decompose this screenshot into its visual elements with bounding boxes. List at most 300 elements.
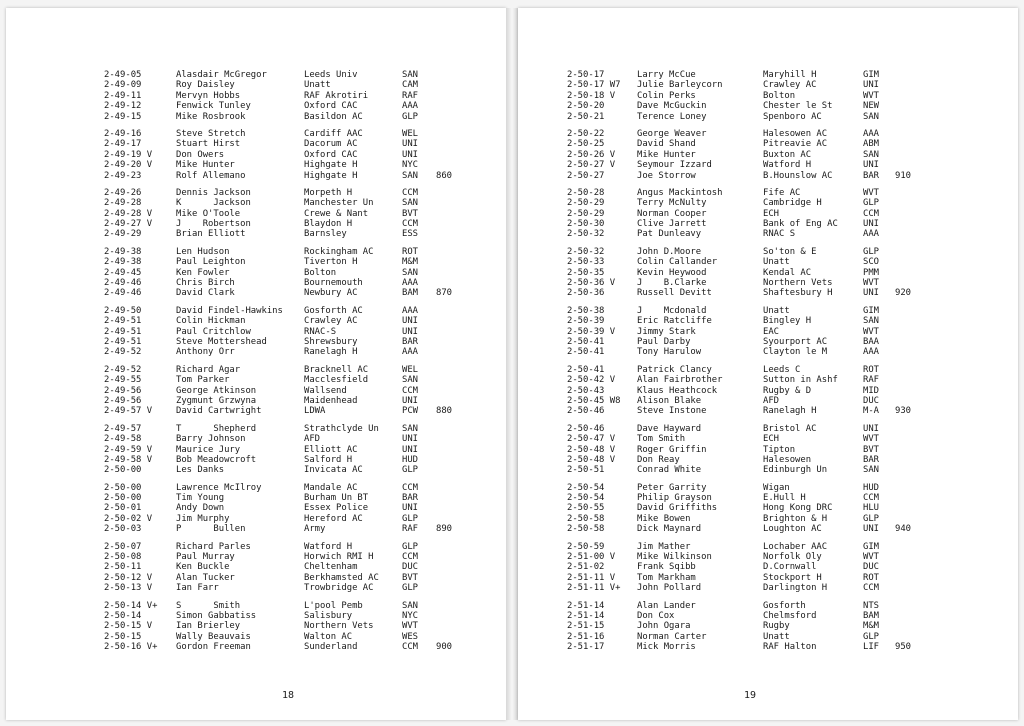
- team-code: M-A: [863, 406, 880, 417]
- team-code: WEL: [402, 128, 419, 139]
- club-name: Crawley AC: [304, 316, 358, 327]
- result-group: [6, 247, 506, 299]
- club-name: Unatt: [763, 631, 790, 642]
- team-code: SCO: [863, 257, 880, 268]
- result-row: [518, 445, 1018, 455]
- club-name: Essex Police: [304, 503, 369, 514]
- result-time: 2-49-59 V: [104, 444, 153, 455]
- result-row: [6, 257, 506, 267]
- runner-name: Steve Mottershead: [176, 336, 267, 347]
- runner-name: David Clark: [176, 288, 235, 299]
- team-code: DUC: [402, 562, 419, 573]
- team-code: AAA: [863, 347, 880, 358]
- result-row: [518, 112, 1018, 122]
- runner-name: Terence Loney: [637, 111, 707, 122]
- team-code: GLP: [402, 541, 419, 552]
- club-name: AFD: [763, 395, 780, 406]
- result-time: 2-49-27 V: [104, 219, 153, 230]
- runner-name: Jim Murphy: [176, 513, 230, 524]
- team-code: CCM: [863, 583, 880, 594]
- club-name: Pitreavie AC: [763, 139, 828, 150]
- club-name: Syourport AC: [763, 336, 828, 347]
- club-name: Oxford CAC: [304, 149, 358, 160]
- result-time: 2-49-28 V: [104, 208, 153, 219]
- page-right: [518, 8, 1018, 720]
- runner-name: Stuart Hirst: [176, 139, 241, 150]
- result-row: [6, 483, 506, 493]
- runner-name: J Robertson: [176, 219, 251, 230]
- runner-name: George Weaver: [637, 128, 707, 139]
- runner-name: David Griffiths: [637, 503, 718, 514]
- result-row: [6, 465, 506, 475]
- club-name: Lochaber AAC: [763, 541, 828, 552]
- club-name: Bournemouth: [304, 278, 363, 289]
- runner-name: Alasdair McGregor: [176, 70, 267, 80]
- result-row: [6, 70, 506, 80]
- team-code: HLU: [863, 503, 880, 514]
- team-code: SAN: [863, 111, 880, 122]
- club-name: Elliott AC: [304, 444, 358, 455]
- result-time: 2-50-38: [567, 305, 605, 316]
- club-name: Salford H: [304, 454, 353, 465]
- runner-name: Don Owers: [176, 149, 225, 160]
- result-row: [518, 171, 1018, 181]
- team-code: SAN: [863, 316, 880, 327]
- runner-name: Len Hudson: [176, 246, 230, 257]
- result-time: 2-50-20: [567, 101, 605, 112]
- club-name: Clayton le M: [763, 347, 828, 358]
- club-name: Stockport H: [763, 572, 822, 583]
- runner-name: Mervyn Hobbs: [176, 90, 241, 101]
- result-group: [518, 483, 1018, 535]
- team-code: AAA: [863, 229, 880, 240]
- result-time: 2-50-17 W7: [567, 80, 621, 91]
- club-name: So'ton & E: [763, 246, 817, 257]
- result-group: [6, 542, 506, 594]
- club-name: Basildon AC: [304, 111, 363, 122]
- result-row: [518, 611, 1018, 621]
- club-name: Cambridge H: [763, 198, 822, 209]
- result-time: 2-51-16: [567, 631, 605, 642]
- team-code: CAM: [402, 80, 419, 91]
- result-time: 2-50-46: [567, 423, 605, 434]
- runner-name: John Pollard: [637, 583, 702, 594]
- runner-name: Russell Devitt: [637, 288, 712, 299]
- result-time: 2-50-32: [567, 246, 605, 257]
- runner-name: Eric Ratcliffe: [637, 316, 712, 327]
- runner-name: Dave McGuckin: [637, 101, 707, 112]
- club-name: Rugby: [763, 621, 790, 632]
- team-code: WVT: [863, 326, 880, 337]
- page-number: 18: [282, 690, 295, 701]
- result-row: [518, 573, 1018, 583]
- club-name: Halesowen AC: [763, 128, 828, 139]
- runner-name: Conrad White: [637, 465, 702, 476]
- runner-name: Colin Hickman: [176, 316, 246, 327]
- result-group: [6, 188, 506, 240]
- club-name: Bank of Eng AC: [763, 219, 838, 230]
- result-time: 2-50-29: [567, 208, 605, 219]
- result-row: [6, 229, 506, 239]
- runner-name: Gordon Freeman: [176, 642, 251, 653]
- club-name: Rockingham AC: [304, 246, 374, 257]
- team-code: ROT: [402, 246, 419, 257]
- result-time: 2-49-57 V: [104, 406, 153, 417]
- club-name: E.Hull H: [763, 493, 806, 504]
- result-time: 2-50-47 V: [567, 434, 616, 445]
- club-name: Bolton: [304, 267, 337, 278]
- runner-name: Tim Young: [176, 493, 225, 504]
- result-time: 2-49-51: [104, 316, 142, 327]
- team-code: CCM: [402, 482, 419, 493]
- result-time: 2-50-41: [567, 347, 605, 358]
- club-name: Darlington H: [763, 583, 828, 594]
- club-name: Leeds Univ: [304, 70, 358, 80]
- team-code: CCM: [402, 187, 419, 198]
- result-time: 2-50-36: [567, 288, 605, 299]
- club-name: Strathclyde Un: [304, 423, 379, 434]
- team-code: UNI: [863, 423, 880, 434]
- team-code: SAN: [402, 70, 419, 80]
- result-time: 2-50-08: [104, 552, 142, 563]
- team-code: HUD: [402, 454, 419, 465]
- runner-name: Anthony Orr: [176, 347, 235, 358]
- result-row: [518, 483, 1018, 493]
- result-time: 2-49-23: [104, 170, 142, 181]
- result-time: 2-50-30: [567, 219, 605, 230]
- runner-name: Alan Lander: [637, 600, 696, 611]
- result-row: [518, 365, 1018, 375]
- runner-name: Maurice Jury: [176, 444, 241, 455]
- team-code: UNI: [402, 326, 419, 337]
- result-row: [518, 621, 1018, 631]
- team-code: GLP: [863, 513, 880, 524]
- result-time: 2-49-56: [104, 385, 142, 396]
- team-code: SAN: [402, 198, 419, 209]
- club-name: Mandale AC: [304, 482, 358, 493]
- result-row: [518, 198, 1018, 208]
- runner-name: Paul Leighton: [176, 257, 246, 268]
- team-code: NYC: [402, 610, 419, 621]
- result-row: [6, 219, 506, 229]
- result-time: 2-49-16: [104, 128, 142, 139]
- result-group: [518, 70, 1018, 122]
- result-row: [518, 268, 1018, 278]
- result-time: 2-49-57: [104, 423, 142, 434]
- runner-name: John D.Moore: [637, 246, 702, 257]
- result-time: 2-49-20 V: [104, 160, 153, 171]
- result-time: 2-50-15 V: [104, 621, 153, 632]
- club-name: Newbury AC: [304, 288, 358, 299]
- team-code: GLP: [863, 198, 880, 209]
- result-row: [6, 365, 506, 375]
- result-row: [518, 80, 1018, 90]
- club-name: Watford H: [763, 160, 812, 171]
- runner-name: Julie Barleycorn: [637, 80, 723, 91]
- club-name: Bristol AC: [763, 423, 817, 434]
- result-time: 2-50-33: [567, 257, 605, 268]
- result-row: [6, 139, 506, 149]
- club-name: Morpeth H: [304, 187, 353, 198]
- team-code: BAR: [863, 454, 880, 465]
- runner-name: Dick Maynard: [637, 524, 702, 535]
- club-name: L'pool Pemb: [304, 600, 363, 611]
- result-row: [518, 139, 1018, 149]
- position-marker: 940: [895, 524, 912, 535]
- result-row: [518, 160, 1018, 170]
- club-name: Bingley H: [763, 316, 812, 327]
- team-code: PMM: [863, 267, 880, 278]
- result-time: 2-49-28: [104, 198, 142, 209]
- club-name: Watford H: [304, 541, 353, 552]
- runner-name: Tony Harulow: [637, 347, 702, 358]
- runner-name: Rolf Allemano: [176, 170, 246, 181]
- runner-name: K Jackson: [176, 198, 251, 209]
- club-name: Dacorum AC: [304, 139, 358, 150]
- club-name: Gosforth AC: [304, 305, 363, 316]
- team-code: ROT: [863, 364, 880, 375]
- result-time: 2-50-58: [567, 524, 605, 535]
- result-row: [6, 583, 506, 593]
- result-row: [518, 465, 1018, 475]
- result-row: [518, 583, 1018, 593]
- result-time: 2-50-55: [567, 503, 605, 514]
- result-time: 2-50-41: [567, 364, 605, 375]
- team-code: ESS: [402, 229, 419, 240]
- runner-name: Larry McCue: [637, 70, 696, 80]
- club-name: LDWA: [304, 406, 326, 417]
- runner-name: Jim Mather: [637, 541, 691, 552]
- club-name: Highgate H: [304, 160, 358, 171]
- result-row: [518, 396, 1018, 406]
- runner-name: Richard Parles: [176, 541, 251, 552]
- club-name: Bolton: [763, 90, 796, 101]
- result-group: [518, 542, 1018, 594]
- runner-name: Roger Griffin: [637, 444, 707, 455]
- team-code: BAA: [863, 336, 880, 347]
- runner-name: Alan Tucker: [176, 572, 235, 583]
- runner-name: Peter Garrity: [637, 482, 707, 493]
- club-name: D.Cornwall: [763, 562, 817, 573]
- result-time: 2-49-52: [104, 364, 142, 375]
- team-code: CCM: [863, 493, 880, 504]
- result-time: 2-50-42 V: [567, 375, 616, 386]
- results-list: [518, 70, 1018, 660]
- result-row: [6, 347, 506, 357]
- club-name: Halesowen: [763, 454, 812, 465]
- result-time: 2-49-45: [104, 267, 142, 278]
- club-name: Northern Vets: [763, 278, 833, 289]
- result-row: [518, 375, 1018, 385]
- result-time: 2-51-11 V: [567, 572, 616, 583]
- results-list: [6, 70, 506, 660]
- result-group: [518, 424, 1018, 476]
- result-time: 2-50-54: [567, 482, 605, 493]
- result-time: 2-50-29: [567, 198, 605, 209]
- result-group: [6, 483, 506, 535]
- team-code: WVT: [863, 434, 880, 445]
- team-code: CCM: [402, 642, 419, 653]
- runner-name: J Mcdonald: [637, 305, 707, 316]
- runner-name: David Findel-Hawkins: [176, 305, 283, 316]
- result-row: [6, 514, 506, 524]
- runner-name: Ian Farr: [176, 583, 219, 594]
- result-row: [518, 229, 1018, 239]
- team-code: SAN: [402, 170, 419, 181]
- team-code: GLP: [402, 465, 419, 476]
- result-row: [6, 306, 506, 316]
- team-code: MID: [863, 385, 880, 396]
- result-row: [6, 406, 506, 416]
- club-name: B.Hounslow AC: [763, 170, 833, 181]
- runner-name: Richard Agar: [176, 364, 241, 375]
- result-time: 2-50-39: [567, 316, 605, 327]
- club-name: ECH: [763, 208, 780, 219]
- club-name: Gosforth: [763, 600, 806, 611]
- result-time: 2-50-32: [567, 229, 605, 240]
- club-name: Kendal AC: [763, 267, 812, 278]
- result-time: 2-51-14: [567, 600, 605, 611]
- result-row: [518, 247, 1018, 257]
- club-name: Edinburgh Un: [763, 465, 828, 476]
- result-row: [518, 129, 1018, 139]
- result-time: 2-50-01: [104, 503, 142, 514]
- runner-name: John Ogara: [637, 621, 691, 632]
- result-time: 2-50-26 V: [567, 149, 616, 160]
- club-name: Trowbridge AC: [304, 583, 374, 594]
- team-code: WVT: [863, 90, 880, 101]
- result-row: [518, 188, 1018, 198]
- result-row: [518, 306, 1018, 316]
- runner-name: Mike Hunter: [637, 149, 696, 160]
- runner-name: Don Reay: [637, 454, 680, 465]
- runner-name: S Smith: [176, 600, 241, 611]
- result-time: 2-51-11 V+: [567, 583, 621, 594]
- team-code: BAR: [402, 336, 419, 347]
- runner-name: Mike Rosbrook: [176, 111, 246, 122]
- result-row: [6, 503, 506, 513]
- position-marker: 870: [436, 288, 453, 299]
- runner-name: Norman Carter: [637, 631, 707, 642]
- club-name: RNAC-S: [304, 326, 337, 337]
- result-row: [6, 601, 506, 611]
- club-name: Chester le St: [763, 101, 833, 112]
- club-name: Bracknell AC: [304, 364, 369, 375]
- team-code: CCM: [402, 385, 419, 396]
- result-time: 2-49-51: [104, 326, 142, 337]
- club-name: Barnsley: [304, 229, 347, 240]
- result-row: [518, 542, 1018, 552]
- runner-name: Bob Meadowcroft: [176, 454, 257, 465]
- result-row: [518, 632, 1018, 642]
- result-time: 2-50-00: [104, 482, 142, 493]
- team-code: GLP: [402, 111, 419, 122]
- result-row: [518, 347, 1018, 357]
- team-code: CCM: [863, 208, 880, 219]
- runner-name: Alison Blake: [637, 395, 702, 406]
- team-code: AAA: [402, 347, 419, 358]
- result-row: [518, 91, 1018, 101]
- team-code: NEW: [863, 101, 880, 112]
- club-name: Wallsend: [304, 385, 347, 396]
- result-row: [518, 386, 1018, 396]
- result-time: 2-49-05: [104, 70, 142, 80]
- club-name: Rugby & D: [763, 385, 812, 396]
- club-name: Sutton in Ashf: [763, 375, 838, 386]
- result-row: [6, 337, 506, 347]
- result-time: 2-51-17: [567, 642, 605, 653]
- position-marker: 860: [436, 170, 453, 181]
- club-name: Sunderland: [304, 642, 358, 653]
- result-time: 2-49-17: [104, 139, 142, 150]
- result-row: [518, 288, 1018, 298]
- runner-name: Lawrence McIlroy: [176, 482, 262, 493]
- result-row: [518, 562, 1018, 572]
- team-code: UNI: [863, 160, 880, 171]
- position-marker: 920: [895, 288, 912, 299]
- club-name: Brighton & H: [763, 513, 828, 524]
- runner-name: P Bullen: [176, 524, 246, 535]
- runner-name: Mike Wilkinson: [637, 552, 712, 563]
- club-name: EAC: [763, 326, 780, 337]
- team-code: BAM: [863, 610, 880, 621]
- result-row: [6, 493, 506, 503]
- result-row: [518, 434, 1018, 444]
- result-row: [518, 601, 1018, 611]
- team-code: SAN: [863, 465, 880, 476]
- result-time: 2-50-03: [104, 524, 142, 535]
- club-name: Tiverton H: [304, 257, 358, 268]
- result-row: [518, 101, 1018, 111]
- club-name: Macclesfield: [304, 375, 369, 386]
- result-time: 2-50-51: [567, 465, 605, 476]
- result-group: [518, 365, 1018, 417]
- result-group: [518, 247, 1018, 299]
- result-row: [6, 455, 506, 465]
- club-name: Fife AC: [763, 187, 801, 198]
- team-code: UNI: [402, 395, 419, 406]
- team-code: BAM: [402, 288, 419, 299]
- result-time: 2-49-58: [104, 434, 142, 445]
- result-row: [6, 552, 506, 562]
- result-time: 2-50-07: [104, 541, 142, 552]
- club-name: Salisbury: [304, 610, 353, 621]
- result-time: 2-49-38: [104, 257, 142, 268]
- club-name: RAF Akrotiri: [304, 90, 369, 101]
- result-row: [6, 171, 506, 181]
- team-code: AAA: [402, 305, 419, 316]
- runner-name: Kevin Heywood: [637, 267, 707, 278]
- team-code: CCM: [402, 552, 419, 563]
- result-row: [6, 198, 506, 208]
- result-row: [6, 112, 506, 122]
- result-row: [6, 316, 506, 326]
- result-time: 2-49-29: [104, 229, 142, 240]
- result-time: 2-50-43: [567, 385, 605, 396]
- runner-name: T Shepherd: [176, 423, 257, 434]
- team-code: ABM: [863, 139, 880, 150]
- team-code: AAA: [402, 101, 419, 112]
- team-code: UNI: [863, 288, 880, 299]
- runner-name: Jimmy Stark: [637, 326, 696, 337]
- result-time: 2-50-39 V: [567, 326, 616, 337]
- result-row: [6, 542, 506, 552]
- team-code: WVT: [863, 278, 880, 289]
- result-row: [6, 160, 506, 170]
- result-row: [6, 188, 506, 198]
- result-time: 2-49-11: [104, 90, 142, 101]
- team-code: M&M: [863, 621, 880, 632]
